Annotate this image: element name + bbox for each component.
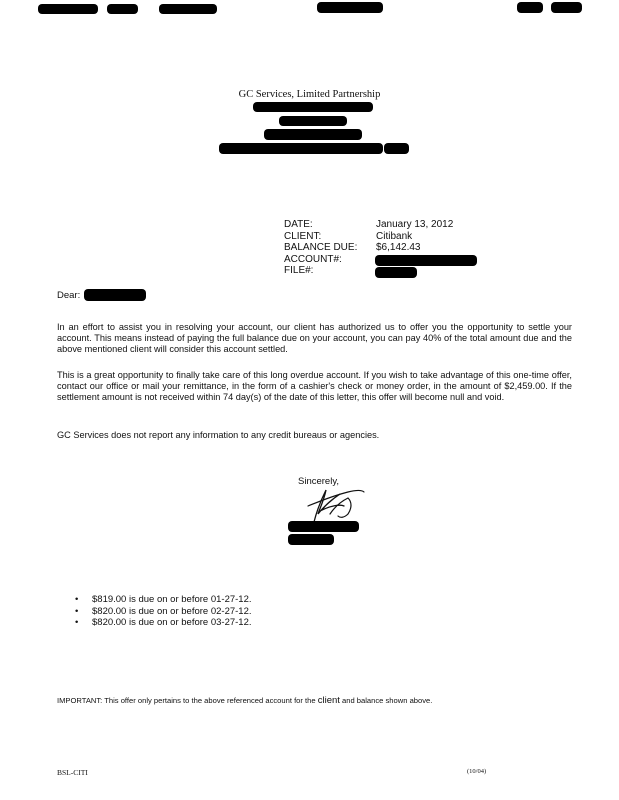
important-note-suffix: and balance shown above.	[339, 696, 433, 705]
redaction-signer-title	[288, 534, 334, 545]
balance-label: BALANCE DUE:	[284, 242, 358, 253]
redaction-top-3	[159, 4, 217, 14]
client-label: CLIENT:	[284, 230, 322, 242]
payment-item-2: • $820.00 is due on or before 02-27-12.	[75, 606, 252, 618]
redaction-address-2	[279, 116, 347, 126]
redaction-address-3	[264, 129, 362, 140]
important-note	[57, 695, 432, 706]
closing: Sincerely,	[298, 476, 340, 487]
signature	[300, 484, 370, 524]
info-row-file	[284, 265, 453, 277]
footer-revision: (10/04)	[467, 768, 487, 775]
redaction-top-1	[38, 4, 98, 14]
date-value: January 13, 2012	[376, 219, 454, 230]
redaction-top-6	[551, 2, 582, 13]
account-info-block	[284, 219, 453, 277]
important-note-emphasis: client	[317, 695, 340, 706]
info-row-balance	[284, 242, 453, 254]
payment-schedule	[75, 594, 252, 629]
redaction-signer-name	[288, 521, 359, 532]
redaction-top-2	[107, 4, 138, 14]
salutation: Dear:	[57, 290, 81, 301]
body-paragraph-3: GC Services does not report any information to any credit bureaus or agencies.	[57, 430, 380, 440]
date-label: DATE:	[284, 219, 313, 230]
balance-value: $6,142.43	[376, 242, 421, 253]
redaction-address-1	[253, 102, 373, 112]
redaction-address-4	[219, 143, 383, 154]
footer-form-code: BSL-CITI	[57, 768, 88, 777]
redaction-top-5	[517, 2, 543, 13]
important-note-prefix: IMPORTANT: This offer only pertains to the above referenced account for the	[57, 696, 318, 705]
redaction-account-number	[375, 255, 477, 266]
body-paragraph-1: In an effort to assist you in resolving your account, our client has authorized us to offer you the opportunity to settle your account. This means instead of paying the full balance due on your account, you can pay 40% of the total amount due and the above mentioned client will consider this account settled.	[57, 322, 572, 355]
client-value: Citibank	[376, 230, 413, 242]
info-row-client	[284, 231, 453, 243]
company-name: GC Services, Limited Partnership	[238, 89, 381, 100]
file-label: FILE#:	[284, 265, 314, 276]
info-row-date	[284, 219, 453, 231]
redaction-top-4	[317, 2, 383, 13]
redaction-file-number	[375, 267, 417, 278]
redaction-recipient-name	[84, 289, 146, 301]
payment-item-1: • $819.00 is due on or before 01-27-12.	[75, 594, 252, 606]
payment-item-3: • $820.00 is due on or before 03-27-12.	[75, 617, 252, 629]
account-label: ACCOUNT#:	[284, 253, 342, 265]
redaction-address-5	[384, 143, 409, 154]
body-paragraph-2: This is a great opportunity to finally take care of this long overdue account. If you wish to take advantage of this one-time offer, contact our office or mail your remittance, in the form of a cashier's check or money order, in the amount of $2,459.00. If the settlement amount is not received within 74 day(s) of the date of this letter, this offer will become null and void.	[57, 370, 572, 403]
